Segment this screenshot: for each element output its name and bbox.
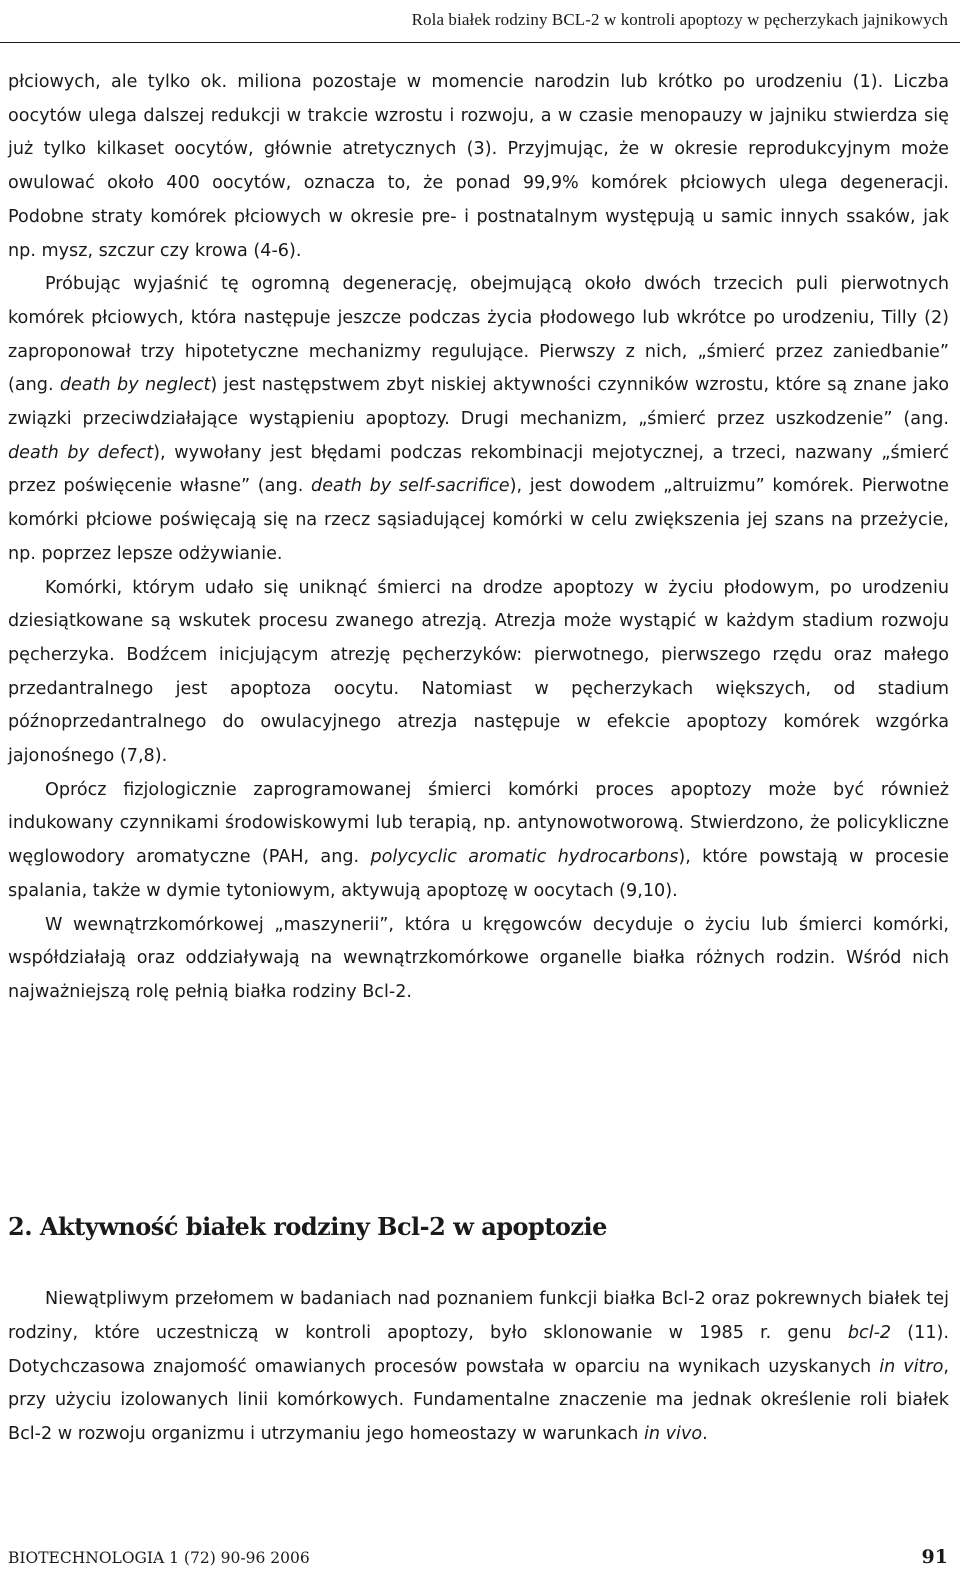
paragraph (8, 774, 949, 909)
text-segment: Próbując wyjaśnić tę ogromną degenerację, obejmującą około dwóch trzecich puli pierwotnych komórek płciowych, która następuje jeszcze podczas życia płodowego lub wkrótce po urodzeniu, Tilly (2) zaproponował trzy hipotetyczne mechanizmy regulujące. Pierwszy z nich, „śmierć przez zaniedbanie” (ang. (8, 274, 949, 396)
text-segment: ), wywołany jest błędami podczas rekombinacji mejotycznej, a trzeci, nazwany „śmierć przez poświęcenie własne” (ang. (8, 442, 949, 497)
text-segment: ) jest następstwem zbyt niskiej aktywności czynników wzrostu, które są znane jako związki przeciwdziałające wystąpieniu apoptozy. Drugi mechanizm, „śmierć przez uszkodzenie” (ang. (8, 375, 949, 430)
header-rule (0, 42, 960, 43)
text-segment: ), jest dowodem „altruizmu” komórek. Pierwotne komórki płciowe poświęcają się na rzecz sąsiadującej komórki w celu zwiększenia jej szans na przeżycie, np. poprzez lepsze odżywianie. (8, 476, 949, 564)
text-segment: Niewątpliwym przełomem w badaniach nad poznaniem funkcji białka Bcl-2 oraz pokrewnych białek tej rodziny, które uczestniczą w kontroli apoptozy, było sklonowanie w 1985 r. genu (8, 1289, 949, 1343)
journal-citation: BIOTECHNOLOGIA 1 (72) 90-96 2006 (8, 1549, 310, 1567)
body-text (8, 66, 949, 1010)
section-body (8, 1283, 949, 1452)
text-segment: Oprócz fizjologicznie zaprogramowanej śmierci komórki proces apoptozy może być również indukowany czynnikami środowiskowymi lub terapią, np. antynowotworową. Stwierdzono, że policykliczne węglowodory aromatyczne (PAH, ang. (8, 779, 949, 868)
italic-term: death by neglect (59, 375, 211, 396)
text-segment: płciowych, ale tylko ok. miliona pozostaje w momencie narodzin lub krótko po urodzeniu (1). Liczba oocytów ulega dalszej redukcji w trakcie wzrostu i rozwoju, a w czasie menopauzy w jajniku stwierdza się już tylko kilkaset oocytów, głównie atretycznych (3). Przyjmując, że w okresie reprodukcyjnym może owulować około 400 oocytów, oznacza to, że ponad 99,9% komórek płciowych ulega degeneracji. Podobne straty komórek płciowych w okresie pre- i postnatalnym występują u samic innych ssaków, jak np. mysz, szczur czy krowa (4-6). (8, 72, 949, 261)
paragraph (8, 268, 949, 571)
italic-term: polycyclic aromatic hydrocarbons (370, 847, 679, 868)
running-header: Rola białek rodziny BCL-2 w kontroli apoptozy w pęcherzykach jajnikowych (411, 10, 948, 29)
italic-term: death by self-sacrifice (311, 476, 510, 497)
text-segment: Komórki, którym udało się uniknąć śmierci na drodze apoptozy w życiu płodowym, po urodzeniu dziesiątkowane są wskutek procesu zwanego atrezją. Atrezja może wystąpić w każdym stadium rozwoju pęcherzyka. Bodźcem inicjującym atrezję pęcherzyków: pierwotnego, pierwszego rzędu oraz małego przedantralnego jest apoptoza oocytu. Natomiast w pęcherzykach większych, od stadium późnoprzedantralnego do owulacyjnego atrezja następuje w efekcie apoptozy komórek wzgórka jajonośnego (7,8). (8, 577, 949, 767)
section-heading: 2. Aktywność białek rodziny Bcl-2 w apoptozie (8, 1212, 607, 1241)
paragraph (8, 572, 949, 774)
italic-term: in vitro (879, 1356, 944, 1377)
page-footer (8, 1546, 948, 1568)
paragraph (8, 909, 949, 1010)
text-segment: , przy użyciu izolowanych linii komórkowych. Fundamentalne znaczenie ma jednak określenie roli białek Bcl-2 w rozwoju organizmu i utrzymaniu jego homeostazy w warunkach (8, 1356, 950, 1445)
paragraph (8, 1283, 949, 1452)
italic-term: in vivo (644, 1424, 703, 1445)
text-segment: ), które powstają w procesie spalania, także w dymie tytoniowym, aktywują apoptozę w oocytach (9,10). (8, 847, 949, 901)
italic-term: death by defect (8, 442, 154, 463)
italic-term: bcl-2 (847, 1322, 892, 1343)
text-segment: . (702, 1424, 708, 1445)
page-number: 91 (921, 1546, 948, 1568)
text-segment: (11). Dotychczasowa znajomość omawianych procesów powstała w oparciu na wynikach uzyskanych (8, 1322, 949, 1377)
text-segment: W wewnątrzkomórkowej „maszynerii”, która u kręgowców decyduje o życiu lub śmierci komórki, współdziałają oraz oddziaływają na wewnątrzkomórkowe organelle białka różnych rodzin. Wśród nich najważniejszą rolę pełnią białka rodziny Bcl-2. (8, 914, 949, 1002)
paragraph (8, 66, 949, 268)
